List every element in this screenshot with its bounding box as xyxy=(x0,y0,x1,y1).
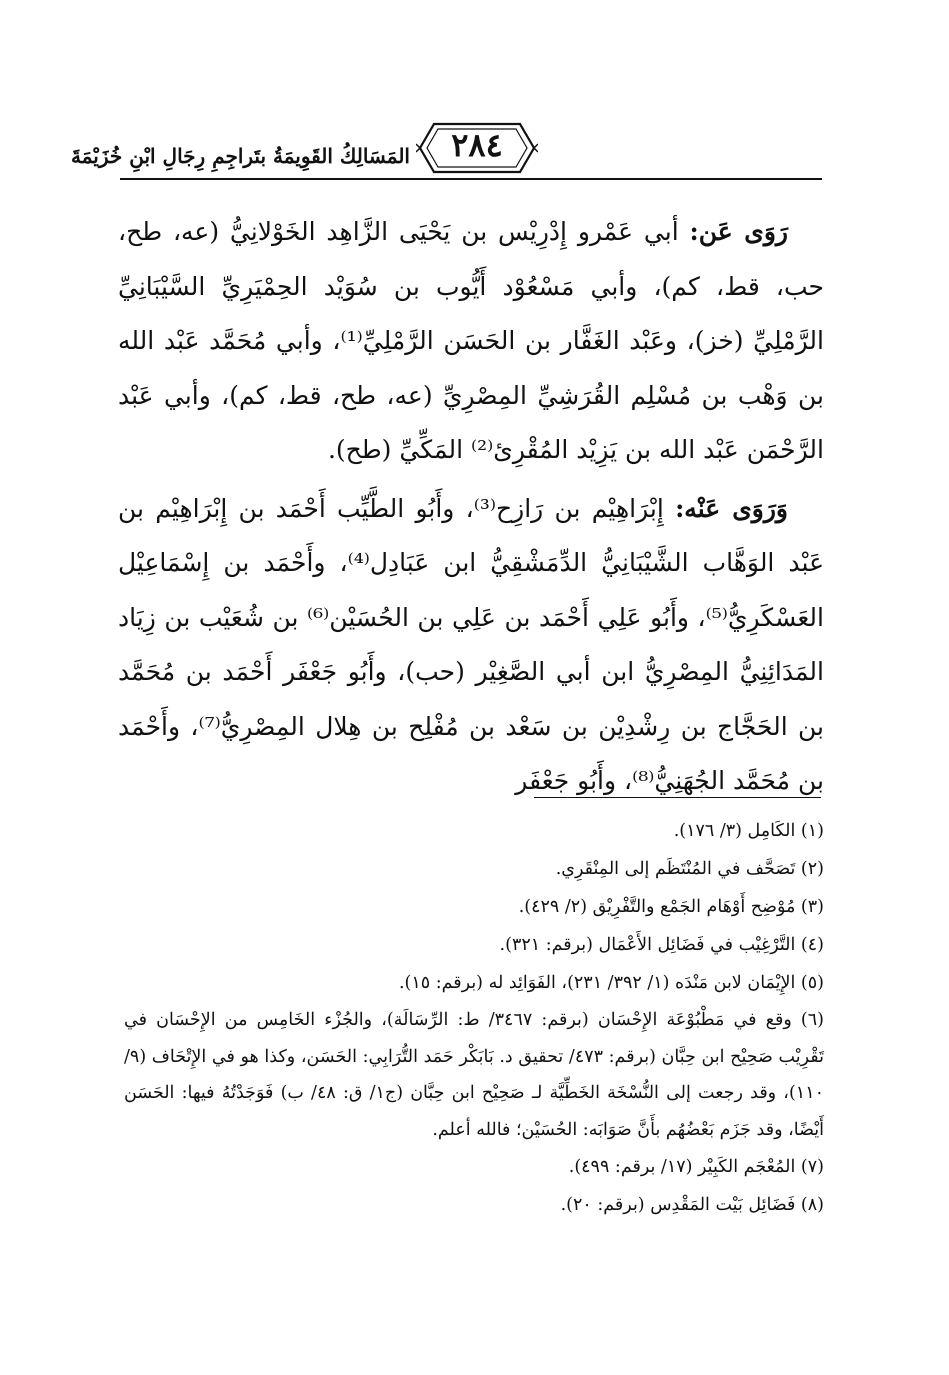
paragraph-lead: رَوَى عَن: xyxy=(689,217,789,246)
footnote-divider xyxy=(534,797,821,798)
footnote-4: (٤) التَّرْغِيْب في فَضَائِل الأَعْمَال (برقم: ٣٢١). xyxy=(499,935,824,955)
paragraph-narrated-from xyxy=(118,205,824,478)
page-number: ٢٨٤ xyxy=(451,126,503,164)
paragraph-text: إِبْرَاهِيْم بن رَازِح⁽³⁾، وأَبُو الطَّيِّب أَحْمَد بن إِبْرَاهِيْم بن عَبْد الوَهَّاب الشَّيْبَانِيُّ الدِّمَشْقِيُّ ابن عَبَادِل⁽⁴⁾، وأَحْمَد بن إِسْمَاعِيْل العَسْكَرِيُّ⁽⁵⁾، وأَبُو عَلِي أَحْمَد بن عَلِي بن الحُسَيْن⁽⁶⁾ بن شُعَيْب بن زِيَاد المَدَائِنِيُّ المِصْرِيُّ ابن أبي الصَّغِيْر (حب)، وأَبُو جَعْفَر أَحْمَد بن مُحَمَّد بن الحَجَّاج بن رِشْدِيْن بن سَعْد بن مُفْلِح بن هِلال المِصْرِيُّ⁽⁷⁾، وأَحْمَد بن مُحَمَّد الجُهَنِيُّ⁽⁸⁾، وأَبُو جَعْفَر xyxy=(118,493,824,795)
page-number-badge xyxy=(416,120,538,176)
footnote-6: (٦) وقع في مَطْبُوْعَة الإِحْسَان (برقم: ٣٤٦٧/ ط: الرِّسَالَة)، والجُزْء الخَامِس من الإِحْسَان في تَقْرِيْب صَحِيْح ابن حِبَّان (برقم: ٤٧٣/ تحقيق د. بَابَكْر حَمَد التُّرَابِي: الحَسَن، وكذا هو في الإِتْحَاف (٩/ ١١٠)، وقد رجعت إلى النُّسْخَة الخَطِّيَّة لـ صَحِيْح ابن حِبَّان (ج١/ ق: ٤٨/ ب) فَوَجَدْتُهُ فيها: الحَسَن أَيْضًا، وقد جَزَم بَعْضُهُم بأَنَّ صَوَابَه: الحُسَيْن؛ فالله أعلم. xyxy=(124,1010,824,1140)
footnote-8: (٨) فَضَائِل بَيْت المَقْدِس (برقم: ٢٠). xyxy=(560,1195,824,1215)
footnote-1: (١) الكَامِل (٣/ ١٧٦). xyxy=(673,821,824,841)
main-text xyxy=(118,205,824,809)
footnote-2: (٢) تَصَحَّف في المُنْتَظَم إلى المِنْقَرِي. xyxy=(555,859,824,879)
footnote-3: (٣) مُوْضِح أَوْهَام الجَمْع والتَّفْرِيْق (٢/ ٤٢٩). xyxy=(518,897,824,917)
running-title: المَسَالِكُ القَوِيمَةُ بتَراجِمِ رِجَالِ ابْنِ خُزَيْمَةَ xyxy=(71,144,410,168)
page-header xyxy=(71,120,822,182)
paragraph-narrated-by xyxy=(118,482,824,809)
paragraph-text: أبي عَمْرو إِدْرِيْس بن يَحْيَى الزَّاهِد الخَوْلانِيُّ (عه، طح، حب، قط، كم)، وأبي مَسْعُوْد أَيُّوب بن سُوَيْد الحِمْيَرِيِّ السَّيْبَانِيِّ الرَّمْلِيِّ (خز)، وعَبْد الغَفَّار بن الحَسَن الرَّمْلِيِّ⁽¹⁾، وأبي مُحَمَّد عَبْد الله بن وَهْب بن مُسْلِم القُرَشِيِّ المِصْرِيِّ (عه، طح، قط، كم)، وأبي عَبْد الرَّحْمَن عَبْد الله بن يَزِيْد المُقْرِئ⁽²⁾ المَكِّيِّ (طح). xyxy=(118,217,824,464)
header-divider xyxy=(120,178,822,180)
footnote-5: (٥) الإِيْمَان لابن مَنْدَه (١/ ٣٩٢/ ٢٣١)، الفَوَائِد له (برقم: ١٥). xyxy=(398,973,824,993)
footnote-7: (٧) المُعْجَم الكَبِيْر (١٧/ برقم: ٤٩٩). xyxy=(568,1157,824,1177)
footnotes xyxy=(124,812,824,1224)
paragraph-lead: وَرَوَى عَنْه: xyxy=(675,493,788,523)
